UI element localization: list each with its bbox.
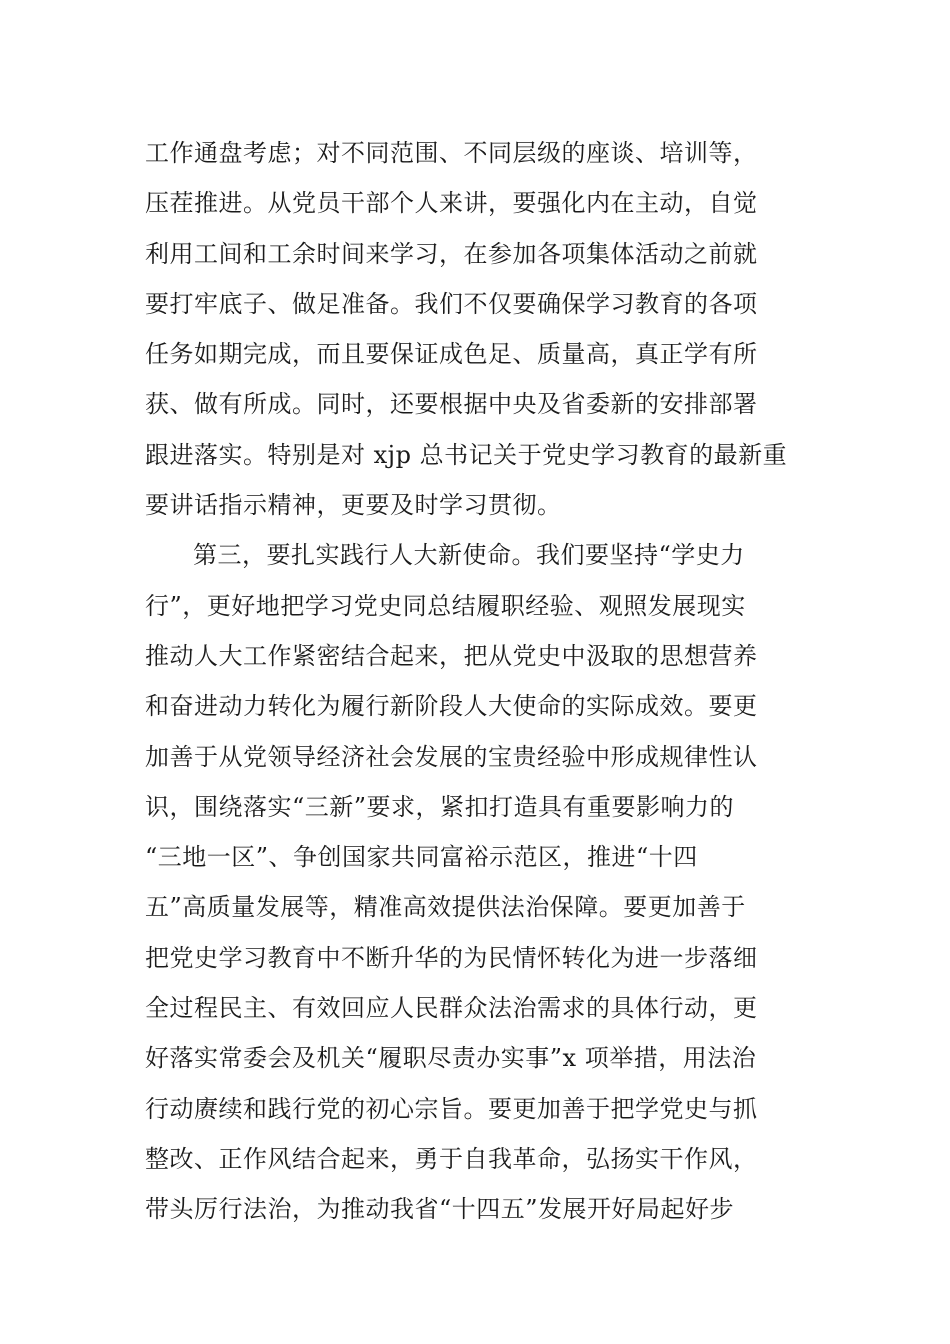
text-line: “三地一区”、争创国家共同富裕示范区，推进“十四 <box>145 843 698 872</box>
text-line: 整改、正作风结合起来，勇于自我革命，弘扬实干作风， <box>145 1144 758 1173</box>
text-line: 跟进落实。特别是对 xjp 总书记关于党史学习教育的最新重 <box>145 440 788 469</box>
text-line: 要打牢底子、做足准备。我们不仅要确保学习教育的各项 <box>145 289 758 318</box>
text-line: 和奋进动力转化为履行新阶段人大使命的实际成效。要更 <box>145 692 758 721</box>
text-line: 工作通盘考虑；对不同范围、不同层级的座谈、培训等， <box>145 139 758 167</box>
text-line: 利用工间和工余时间来学习，在参加各项集体活动之前就 <box>145 239 758 268</box>
text-line: 全过程民主、有效回应人民群众法治需求的具体行动，更 <box>145 994 758 1023</box>
text-line: 要讲话指示精神，更要及时学习贯彻。 <box>145 491 562 520</box>
text-line: 把党史学习教育中不断升华的为民情怀转化为进一步落细 <box>145 943 758 972</box>
text-line: 任务如期完成，而且要保证成色足、质量高，真正学有所 <box>145 340 758 369</box>
text-line: 好落实常委会及机关“履职尽责办实事”x 项举措，用法治 <box>145 1044 757 1073</box>
text-line: 带头厉行法治，为推动我省“十四五”发展开好局起好步 <box>145 1195 735 1224</box>
text-line: 五”高质量发展等，精准高效提供法治保障。要更加善于 <box>145 893 746 922</box>
text-line: 识，围绕落实“三新”要求，紧扣打造具有重要影响力的 <box>145 792 735 821</box>
text-line: 行动赓续和践行党的初心宗旨。要更加善于把学党史与抓 <box>145 1094 758 1123</box>
text-line: 行”，更好地把学习党史同总结履职经验、观照发展现实 <box>145 591 746 620</box>
text-line: 推动人大工作紧密结合起来，把从党史中汲取的思想营养 <box>145 641 758 670</box>
paragraph-start-line: 第三，要扎实践行人大新使命。我们要坚持“学史力 <box>193 541 745 570</box>
text-line: 获、做有所成。同时，还要根据中央及省委新的安排部署 <box>145 390 758 419</box>
text-line: 压茬推进。从党员干部个人来讲，要强化内在主动，自觉 <box>145 189 758 218</box>
body-text <box>145 128 810 1235</box>
text-line: 加善于从党领导经济社会发展的宝贵经验中形成规律性认 <box>145 742 758 771</box>
